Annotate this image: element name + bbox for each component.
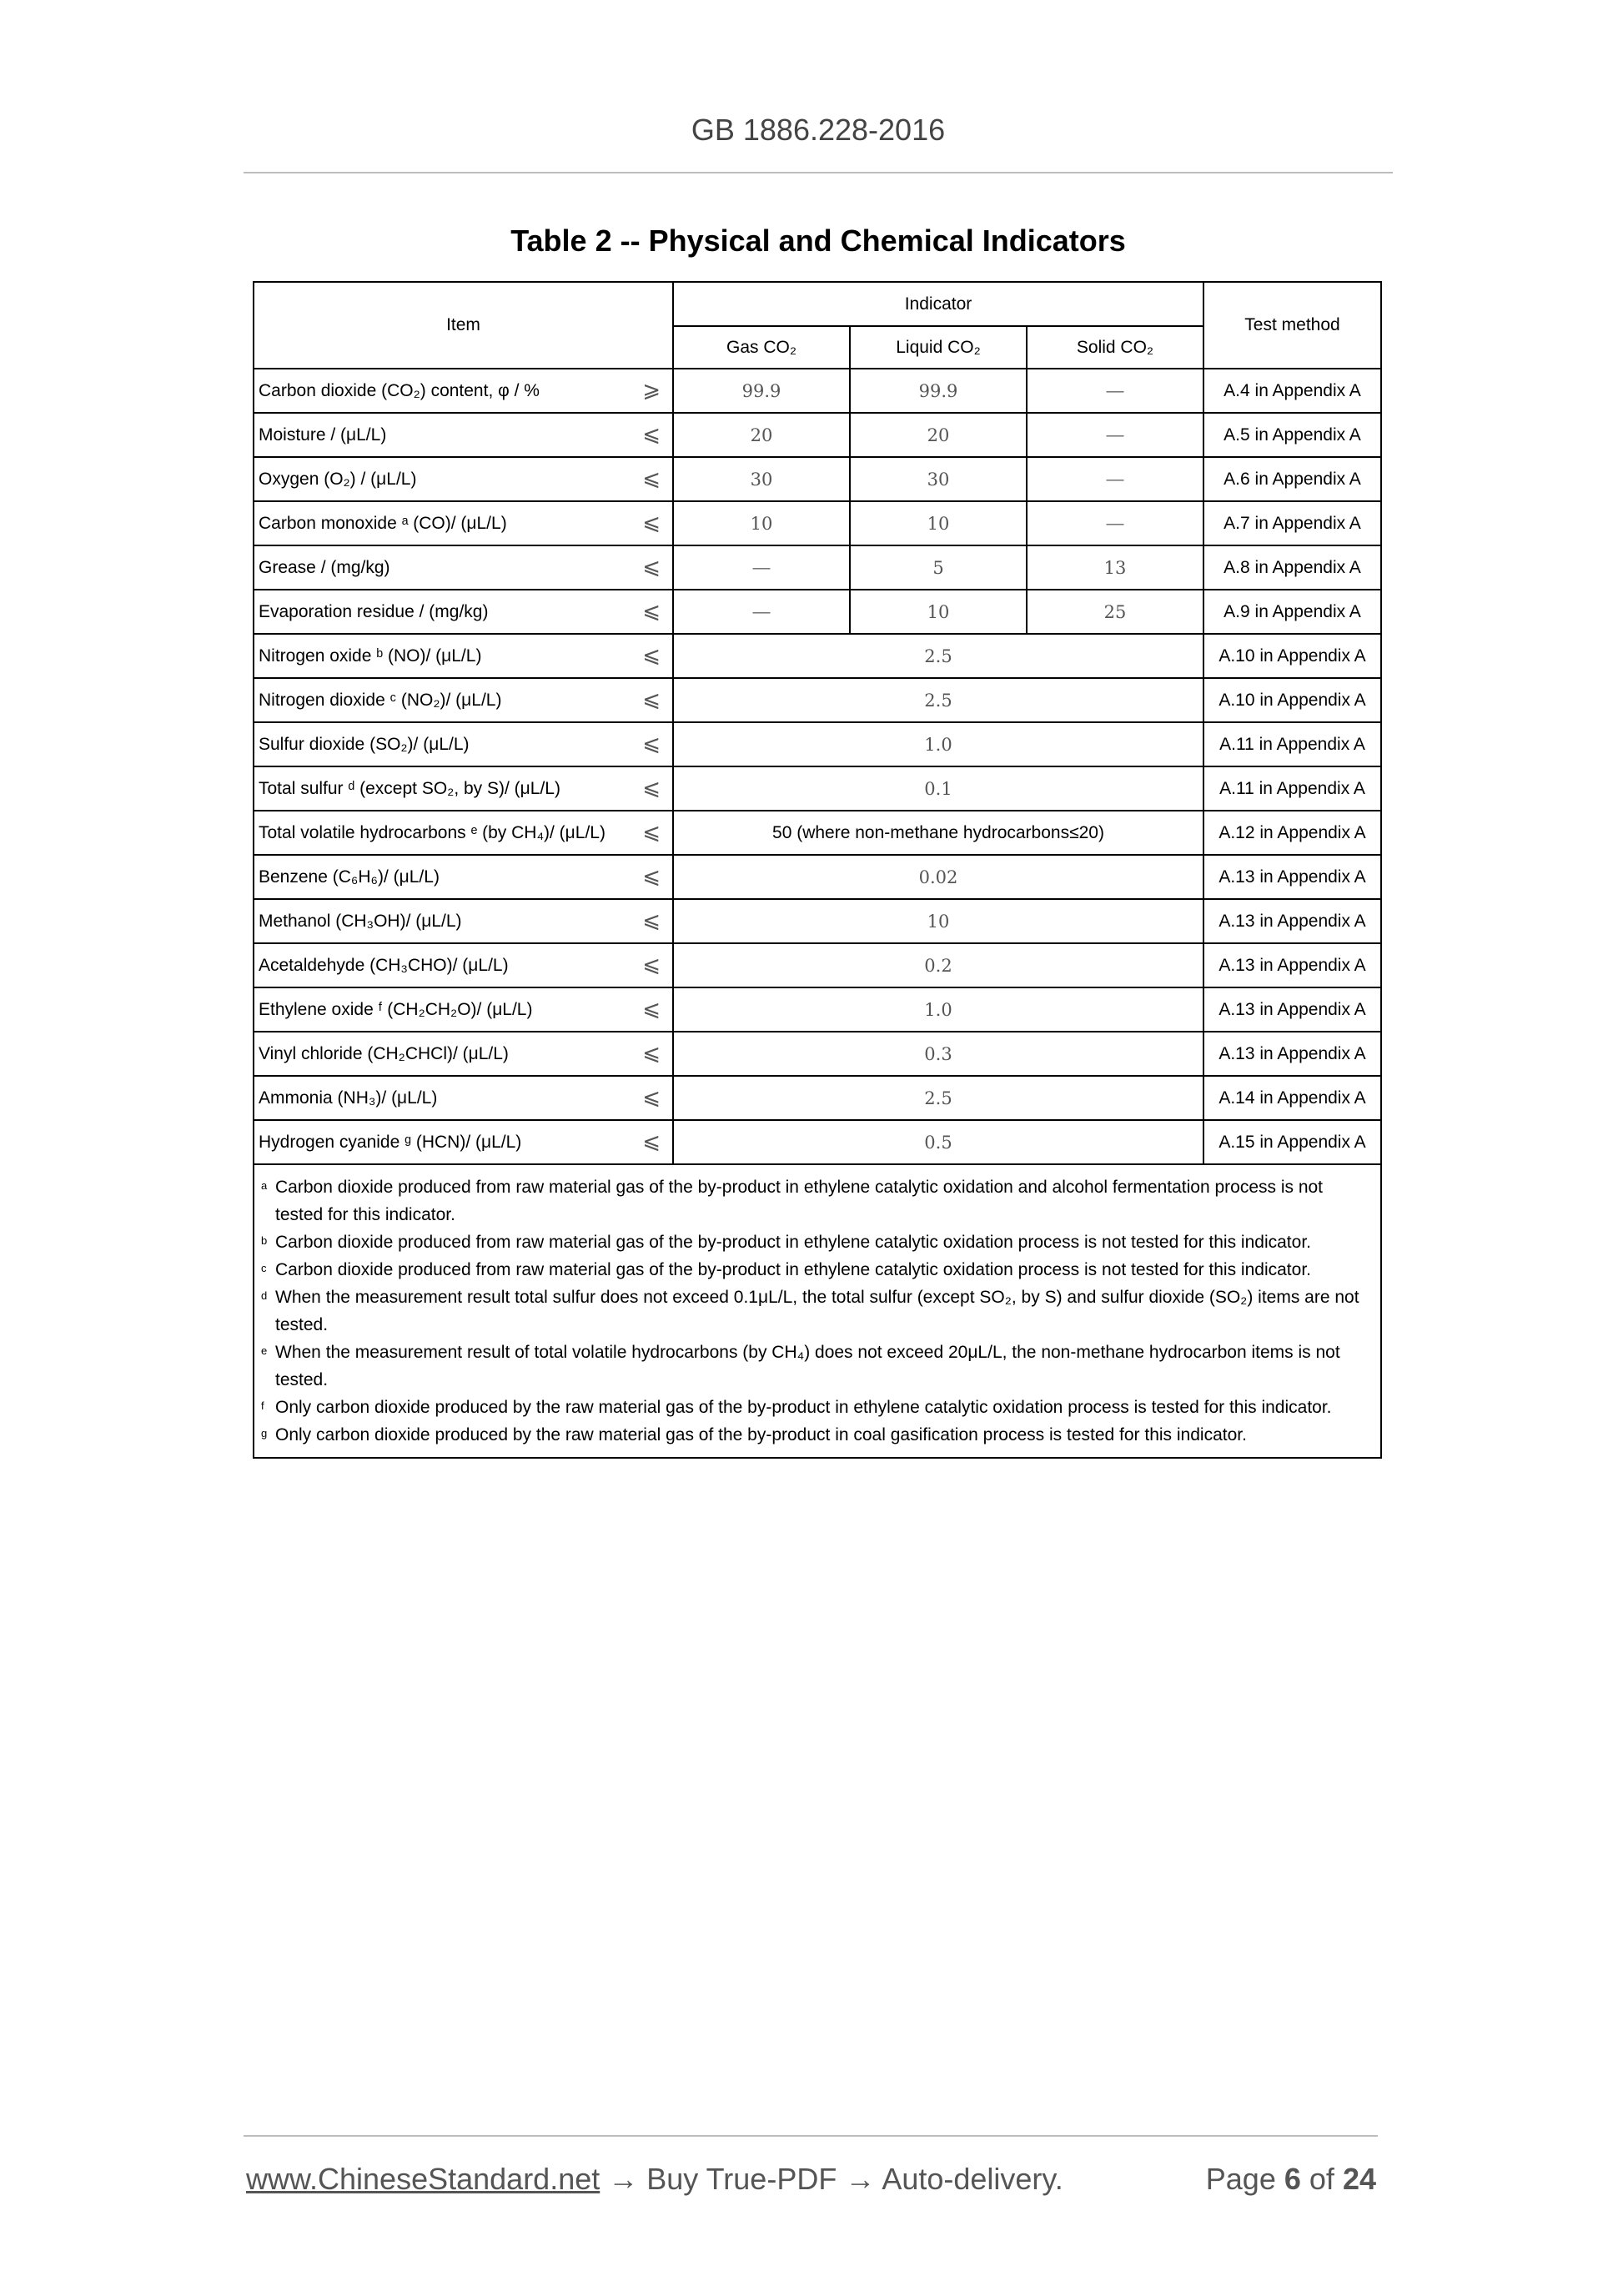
table-row xyxy=(254,369,1381,413)
item-label: Carbon monoxide ᵃ (CO)/ (μL/L) xyxy=(259,514,507,533)
note-item xyxy=(261,1256,1369,1284)
item-cell xyxy=(254,413,673,457)
page-label: Page xyxy=(1205,2162,1276,2196)
indicator-value-liquid: 5 xyxy=(850,545,1027,590)
note-text: Carbon dioxide produced from raw material gas of the by-product in ethylene catalytic oxidation process is not tested for this indicator. xyxy=(275,1260,1311,1279)
test-method-cell: A.5 in Appendix A xyxy=(1203,413,1381,457)
comparison-symbol: ⩽ xyxy=(642,643,661,668)
indicator-value-gas: 30 xyxy=(673,457,850,501)
table-row xyxy=(254,634,1381,678)
test-method-cell: A.6 in Appendix A xyxy=(1203,457,1381,501)
table-row xyxy=(254,590,1381,634)
indicator-value-merged: 0.5 xyxy=(673,1120,1203,1164)
indicator-value-merged: 10 xyxy=(673,899,1203,943)
item-label: Ammonia (NH₃)/ (μL/L) xyxy=(259,1088,438,1108)
item-cell xyxy=(254,722,673,766)
table-row xyxy=(254,545,1381,590)
indicator-value-gas: — xyxy=(673,590,850,634)
test-method-cell: A.13 in Appendix A xyxy=(1203,899,1381,943)
test-method-cell: A.9 in Appendix A xyxy=(1203,590,1381,634)
item-cell xyxy=(254,899,673,943)
note-item xyxy=(261,1394,1369,1421)
item-cell xyxy=(254,678,673,722)
note-item xyxy=(261,1421,1369,1449)
table-row xyxy=(254,457,1381,501)
total-pages: 24 xyxy=(1342,2162,1376,2196)
comparison-symbol: ⩽ xyxy=(642,466,661,491)
indicator-value-liquid: 30 xyxy=(850,457,1027,501)
item-cell xyxy=(254,634,673,678)
item-label: Oxygen (O₂) / (μL/L) xyxy=(259,470,417,489)
item-label: Vinyl chloride (CH₂CHCl)/ (μL/L) xyxy=(259,1044,509,1063)
note-text: Carbon dioxide produced from raw material gas of the by-product in ethylene catalytic oxidation process is not tested for this indicator. xyxy=(275,1233,1311,1252)
indicator-value-merged: 1.0 xyxy=(673,987,1203,1032)
table-row xyxy=(254,1032,1381,1076)
comparison-symbol: ⩽ xyxy=(642,997,661,1022)
item-label: Sulfur dioxide (SO₂)/ (μL/L) xyxy=(259,735,470,754)
test-method-cell: A.13 in Appendix A xyxy=(1203,943,1381,987)
note-text: Only carbon dioxide produced by the raw material gas of the by-product in ethylene catalytic oxidation process is tested for this indicator. xyxy=(275,1398,1332,1417)
test-method-cell: A.13 in Appendix A xyxy=(1203,1032,1381,1076)
indicator-value-solid: 13 xyxy=(1027,545,1203,590)
table-row xyxy=(254,987,1381,1032)
footer-promo xyxy=(246,2162,1063,2197)
note-item xyxy=(261,1173,1369,1228)
table-row xyxy=(254,1120,1381,1164)
indicator-value-liquid: 10 xyxy=(850,501,1027,545)
item-cell xyxy=(254,1120,673,1164)
indicator-value-solid: — xyxy=(1027,369,1203,413)
test-method-cell: A.14 in Appendix A xyxy=(1203,1076,1381,1120)
item-label: Methanol (CH₃OH)/ (μL/L) xyxy=(259,912,462,931)
item-label: Moisture / (μL/L) xyxy=(259,425,387,445)
promo-text: → Buy True-PDF → Auto-delivery. xyxy=(600,2162,1063,2196)
col-header-test-method: Test method xyxy=(1203,282,1381,369)
item-label: Carbon dioxide (CO₂) content, φ / % xyxy=(259,381,540,400)
comparison-symbol: ⩽ xyxy=(642,687,661,712)
item-label: Hydrogen cyanide ᵍ (HCN)/ (μL/L) xyxy=(259,1133,522,1152)
indicator-value-merged: 0.1 xyxy=(673,766,1203,811)
note-text: When the measurement result of total volatile hydrocarbons (by CH₄) does not exceed 20μL/L, the non-methane hydrocarbon items is not tested. xyxy=(275,1343,1340,1389)
col-header-item: Item xyxy=(254,282,673,369)
indicators-table xyxy=(253,281,1382,1459)
indicator-value-merged: 2.5 xyxy=(673,678,1203,722)
indicator-value-solid: — xyxy=(1027,501,1203,545)
test-method-cell: A.13 in Appendix A xyxy=(1203,855,1381,899)
note-marker: e xyxy=(261,1344,268,1357)
test-method-cell: A.12 in Appendix A xyxy=(1203,811,1381,855)
test-method-cell: A.10 in Appendix A xyxy=(1203,678,1381,722)
item-cell xyxy=(254,855,673,899)
indicator-value-merged: 0.2 xyxy=(673,943,1203,987)
note-item xyxy=(261,1228,1369,1256)
note-item xyxy=(261,1284,1369,1339)
item-label: Total sulfur ᵈ (except SO₂, by S)/ (μL/L) xyxy=(259,779,560,798)
note-marker: a xyxy=(261,1179,268,1192)
test-method-cell: A.10 in Appendix A xyxy=(1203,634,1381,678)
indicator-value-solid: — xyxy=(1027,413,1203,457)
item-cell xyxy=(254,369,673,413)
comparison-symbol: ⩽ xyxy=(642,952,661,977)
col-header-liquid-co2: Liquid CO₂ xyxy=(850,326,1027,369)
item-label: Nitrogen oxide ᵇ (NO)/ (μL/L) xyxy=(259,646,482,666)
comparison-symbol: ⩽ xyxy=(642,510,661,535)
indicator-value-solid: — xyxy=(1027,457,1203,501)
table-row xyxy=(254,855,1381,899)
indicator-value-merged: 0.3 xyxy=(673,1032,1203,1076)
indicator-value-merged: 1.0 xyxy=(673,722,1203,766)
indicator-value-merged: 2.5 xyxy=(673,634,1203,678)
test-method-cell: A.11 in Appendix A xyxy=(1203,722,1381,766)
indicator-value-merged: 2.5 xyxy=(673,1076,1203,1120)
item-cell xyxy=(254,545,673,590)
item-label: Grease / (mg/kg) xyxy=(259,558,390,577)
table-row xyxy=(254,899,1381,943)
test-method-cell: A.7 in Appendix A xyxy=(1203,501,1381,545)
item-cell xyxy=(254,457,673,501)
indicator-value-solid: 25 xyxy=(1027,590,1203,634)
col-header-solid-co2: Solid CO₂ xyxy=(1027,326,1203,369)
col-header-indicator: Indicator xyxy=(673,282,1203,326)
table-row xyxy=(254,678,1381,722)
note-marker: c xyxy=(261,1262,267,1274)
col-header-gas-co2: Gas CO₂ xyxy=(673,326,850,369)
page-number: 6 xyxy=(1284,2162,1301,2196)
table-row xyxy=(254,811,1381,855)
note-text: When the measurement result total sulfur does not exceed 0.1μL/L, the total sulfur (except SO₂, by S) and sulfur dioxide (SO₂) items are not tested. xyxy=(275,1288,1359,1334)
table-notes xyxy=(254,1164,1381,1458)
indicator-value-liquid: 10 xyxy=(850,590,1027,634)
indicator-value-merged: 0.02 xyxy=(673,855,1203,899)
table-row xyxy=(254,766,1381,811)
test-method-cell: A.11 in Appendix A xyxy=(1203,766,1381,811)
table-row xyxy=(254,1076,1381,1120)
test-method-cell: A.8 in Appendix A xyxy=(1203,545,1381,590)
indicator-value-liquid: 99.9 xyxy=(850,369,1027,413)
of-label: of xyxy=(1309,2162,1334,2196)
item-cell xyxy=(254,766,673,811)
notes-list xyxy=(261,1173,1369,1449)
test-method-cell: A.15 in Appendix A xyxy=(1203,1120,1381,1164)
test-method-cell: A.13 in Appendix A xyxy=(1203,987,1381,1032)
note-marker: d xyxy=(261,1289,268,1302)
comparison-symbol: ⩾ xyxy=(642,378,661,403)
comparison-symbol: ⩽ xyxy=(642,864,661,889)
table-row xyxy=(254,501,1381,545)
item-label: Nitrogen dioxide ᶜ (NO₂)/ (μL/L) xyxy=(259,691,502,710)
indicator-value-gas: 10 xyxy=(673,501,850,545)
item-label: Benzene (C₆H₆)/ (μL/L) xyxy=(259,867,440,887)
item-cell xyxy=(254,943,673,987)
note-marker: g xyxy=(261,1427,268,1439)
test-method-cell: A.4 in Appendix A xyxy=(1203,369,1381,413)
comparison-symbol: ⩽ xyxy=(642,1085,661,1110)
table-title: Table 2 -- Physical and Chemical Indicators xyxy=(510,224,1126,258)
note-text: Carbon dioxide produced from raw material gas of the by-product in ethylene catalytic oxidation and alcohol fermentation process is not tested for this indicator. xyxy=(275,1178,1324,1224)
comparison-symbol: ⩽ xyxy=(642,731,661,756)
note-item xyxy=(261,1339,1369,1394)
comparison-symbol: ⩽ xyxy=(642,599,661,624)
indicator-value-gas: 99.9 xyxy=(673,369,850,413)
item-cell xyxy=(254,501,673,545)
indicator-value-merged: 50 (where non-methane hydrocarbons≤20) xyxy=(673,811,1203,855)
item-cell xyxy=(254,590,673,634)
comparison-symbol: ⩽ xyxy=(642,555,661,580)
page-indicator xyxy=(1206,2162,1376,2197)
item-cell xyxy=(254,1032,673,1076)
table-row xyxy=(254,413,1381,457)
comparison-symbol: ⩽ xyxy=(642,1041,661,1066)
footer-divider xyxy=(244,2135,1378,2137)
note-marker: b xyxy=(261,1234,268,1247)
indicator-value-gas: — xyxy=(673,545,850,590)
table-row xyxy=(254,943,1381,987)
header-divider xyxy=(244,172,1393,173)
comparison-symbol: ⩽ xyxy=(642,776,661,801)
indicator-value-gas: 20 xyxy=(673,413,850,457)
item-label: Evaporation residue / (mg/kg) xyxy=(259,602,489,621)
item-label: Ethylene oxide ᶠ (CH₂CH₂O)/ (μL/L) xyxy=(259,1000,533,1019)
item-cell xyxy=(254,1076,673,1120)
document-code: GB 1886.228-2016 xyxy=(691,113,946,147)
note-marker: f xyxy=(261,1399,264,1412)
note-text: Only carbon dioxide produced by the raw material gas of the by-product in coal gasification process is tested for this indicator. xyxy=(275,1425,1247,1444)
item-label: Acetaldehyde (CH₃CHO)/ (μL/L) xyxy=(259,956,509,975)
table-row xyxy=(254,722,1381,766)
comparison-symbol: ⩽ xyxy=(642,820,661,845)
site-link[interactable]: www.ChineseStandard.net xyxy=(246,2162,600,2196)
comparison-symbol: ⩽ xyxy=(642,908,661,933)
item-label: Total volatile hydrocarbons ᵉ (by CH₄)/ (μL/L) xyxy=(259,823,605,842)
comparison-symbol: ⩽ xyxy=(642,1129,661,1154)
indicator-value-liquid: 20 xyxy=(850,413,1027,457)
item-cell xyxy=(254,987,673,1032)
item-cell xyxy=(254,811,673,855)
comparison-symbol: ⩽ xyxy=(642,422,661,447)
